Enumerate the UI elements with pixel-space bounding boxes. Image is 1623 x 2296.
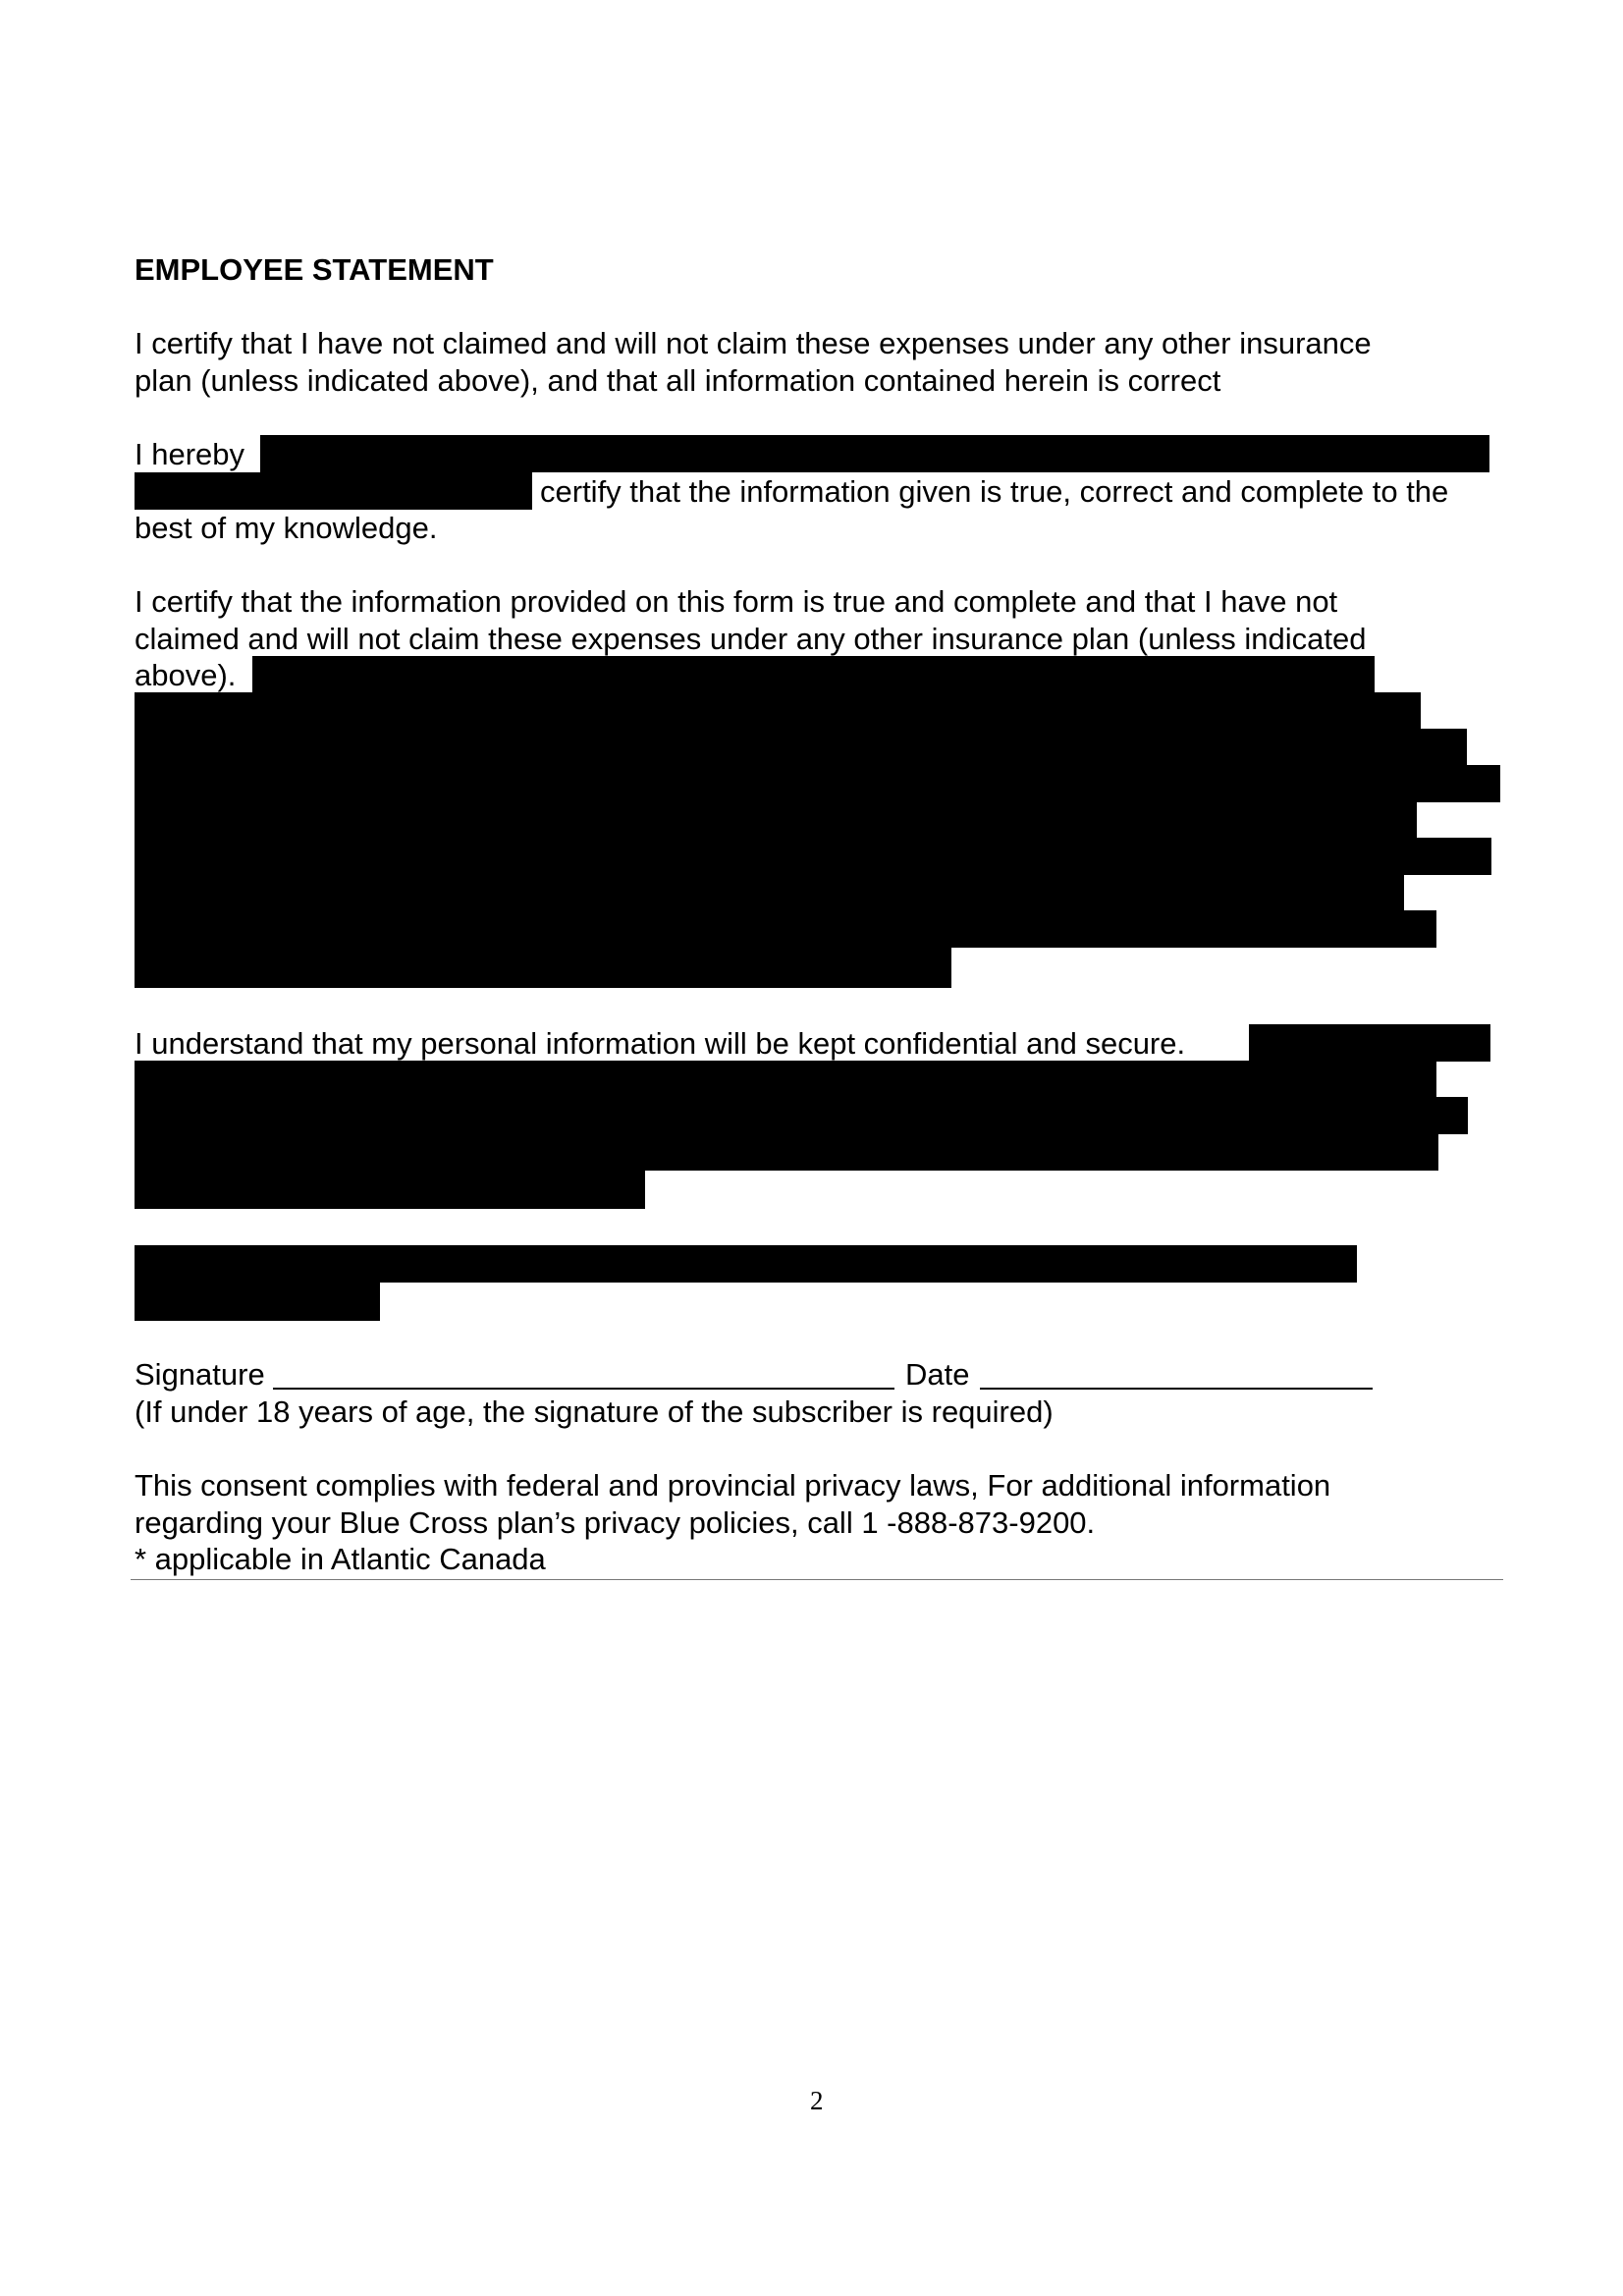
- section-heading: EMPLOYEE STATEMENT: [135, 252, 494, 287]
- signature-line[interactable]: [273, 1388, 894, 1390]
- redaction-block: [135, 472, 532, 510]
- redaction-block: [1249, 1024, 1490, 1062]
- certify-paragraph-line-1: I certify that I have not claimed and will not claim these expenses under any other insurance: [135, 326, 1372, 360]
- hereby-paragraph-mid: certify that the information given is true, correct and complete to the: [540, 474, 1449, 509]
- information-paragraph-line-3: above).: [135, 658, 237, 692]
- redaction-block: [252, 656, 1375, 693]
- redaction-block: [135, 1282, 380, 1321]
- privacy-line-2: regarding your Blue Cross plan’s privacy policies, call 1 -888-873-9200.: [135, 1505, 1096, 1540]
- footer-divider: [131, 1579, 1503, 1580]
- redaction-block: [135, 1061, 1436, 1098]
- redaction-block: [135, 729, 1467, 766]
- redaction-block: [135, 947, 951, 988]
- redaction-block: [135, 1245, 1357, 1283]
- redaction-block: [135, 910, 1436, 948]
- redaction-block: [135, 765, 1500, 802]
- date-line[interactable]: [980, 1388, 1373, 1390]
- redaction-block: [135, 801, 1417, 839]
- redaction-block: [260, 435, 1489, 472]
- information-paragraph-line-2: claimed and will not claim these expenses under any other insurance plan (unless indicated: [135, 622, 1367, 656]
- signature-label: Signature: [135, 1357, 265, 1392]
- certify-paragraph-line-2: plan (unless indicated above), and that all information contained herein is correct: [135, 363, 1221, 398]
- redaction-block: [135, 1133, 1438, 1171]
- information-paragraph-line-1: I certify that the information provided on this form is true and complete and that I have not: [135, 584, 1338, 619]
- date-label: Date: [905, 1357, 970, 1392]
- confidential-paragraph-line-1: I understand that my personal information will be kept confidential and secure.: [135, 1026, 1186, 1061]
- redaction-block: [135, 838, 1491, 875]
- page-number: 2: [810, 2086, 824, 2115]
- redaction-block: [135, 1170, 645, 1209]
- signature-note: (If under 18 years of age, the signature of the subscriber is required): [135, 1394, 1054, 1429]
- redaction-block: [135, 692, 1421, 730]
- hereby-paragraph-start: I hereby: [135, 437, 245, 471]
- redaction-block: [135, 874, 1404, 911]
- privacy-line-3: * applicable in Atlantic Canada: [135, 1542, 546, 1576]
- redaction-block: [135, 1097, 1468, 1134]
- privacy-line-1: This consent complies with federal and provincial privacy laws, For additional information: [135, 1468, 1331, 1503]
- hereby-paragraph-end: best of my knowledge.: [135, 511, 438, 545]
